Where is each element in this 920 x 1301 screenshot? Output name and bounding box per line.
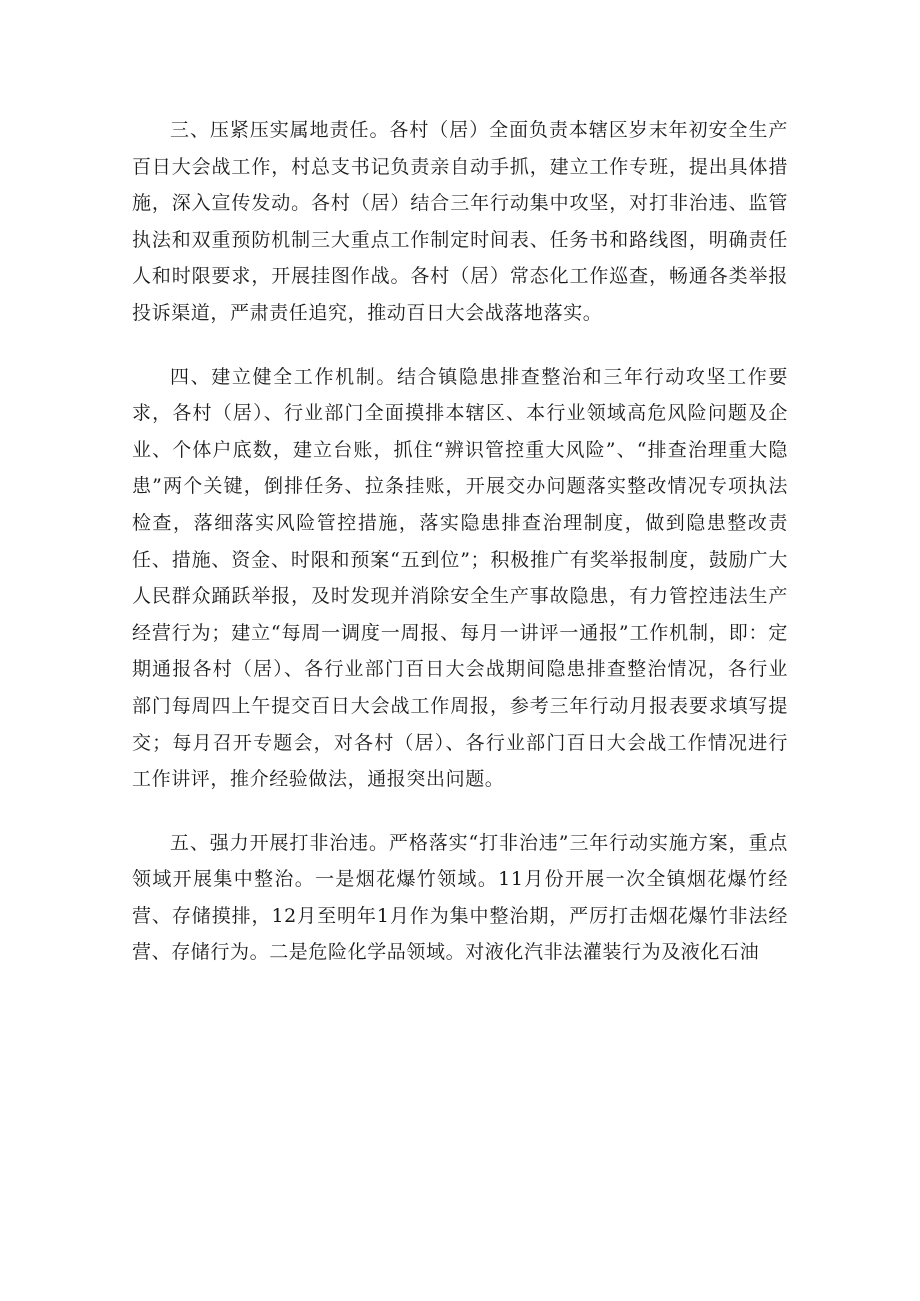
paragraph-section-5: 五、强力开展打非治违。严格落实“打非治违”三年行动实施方案，重点领域开展集中整治。一是烟花爆竹领域。11月份开展一次全镇烟花爆竹经营、存储摸排，12月至明年1月作为集中整治期，严厉打击烟花爆竹非法经营、存储行为。二是危险化学品领域。对液化汽非法灌装行为及液化石油	[132, 831, 788, 964]
paragraph-section-3: 三、压紧压实属地责任。各村（居）全面负责本辖区岁末年初安全生产百日大会战工作，村总支书记负责亲自动手抓，建立工作专班，提出具体措施，深入宣传发动。各村（居）结合三年行动集中攻坚，对打非治违、监管执法和双重预防机制三大重点工作制定时间表、任务书和路线图，明确责任人和时限要求，开展挂图作战。各村（居）常态化工作巡查，畅通各类举报投诉渠道，严肃责任追究，推动百日大会战落地落实。	[132, 119, 788, 324]
paragraph-section-4: 四、建立健全工作机制。结合镇隐患排查整治和三年行动攻坚工作要求，各村（居）、行业部门全面摸排本辖区、本行业领域高危风险问题及企业、个体户底数，建立台账，抓住“辨识管控重大风险”、“排查治理重大隐患”两个关键，倒排任务、拉条挂账，开展交办问题落实整改情况专项执法检查，落细落实风险管控措施，落实隐患排查治理制度，做到隐患整改责任、措施、资金、时限和预案“五到位”；积极推广有奖举报制度，鼓励广大人民群众踊跃举报，及时发现并消除安全生产事故隐患，有力管控违法生产经营行为；建立“每周一调度一周报、每月一讲评一通报”工作机制，即：定期通报各村（居）、各行业部门百日大会战期间隐患排查整治情况，各行业部门每周四上午提交百日大会战工作周报，参考三年行动月报表要求填写提交；每月召开专题会，对各村（居）、各行业部门百日大会战工作情况进行工作讲评，推介经验做法，通报突出问题。	[132, 365, 788, 791]
document-body	[132, 112, 788, 998]
